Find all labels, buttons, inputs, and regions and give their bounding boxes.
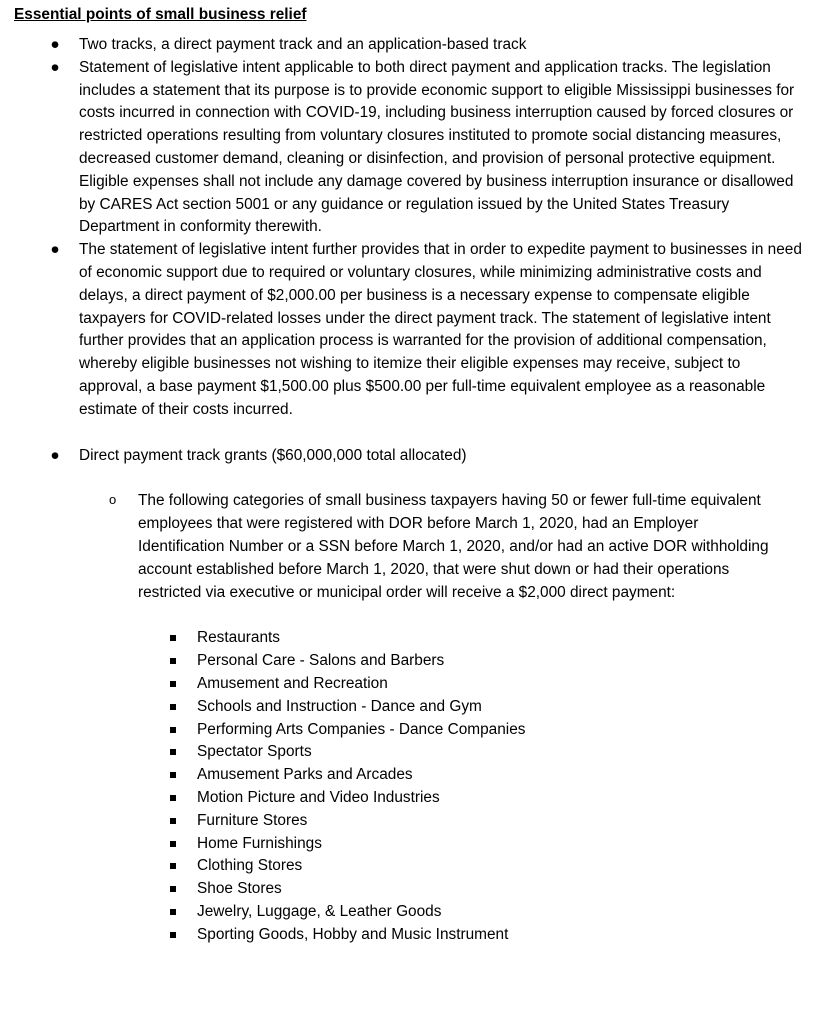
spacer [138,604,775,627]
square-bullet-icon [170,772,176,778]
bullet-dot-icon: ● [50,36,60,53]
square-bullet-icon [170,818,176,824]
category-label: Motion Picture and Video Industries [197,788,440,806]
category-label: Home Furnishings [197,834,322,852]
spacer [79,467,805,490]
bullet-dot-icon: ● [50,241,60,259]
category-item [138,855,775,878]
square-bullet-icon [170,704,176,710]
category-item [138,719,775,742]
category-label: Shoe Stores [197,880,282,898]
list-item [14,445,819,947]
square-bullet-icon [170,886,176,892]
category-label: Schools and Instruction - Dance and Gym [197,697,482,715]
sub-bullet-list [79,490,805,946]
list-item-text: Two tracks, a direct payment track and an application-based track [79,36,527,53]
square-bullet-icon [170,841,176,847]
bullet-dot-icon: ● [50,58,60,76]
page-title: Essential points of small business relief [14,6,307,23]
category-label: Restaurants [197,629,280,647]
square-bullet-icon [170,681,176,687]
category-item [138,764,775,787]
category-label: Amusement Parks and Arcades [197,766,413,784]
main-bullet-list [14,34,819,946]
category-item [138,650,775,673]
sub-list-item-text: The following categories of small business taxpayers having 50 or fewer full-time equivalent employees that were registered with DOR before March 1, 2020, had an Employer Identification Number or a SSN before March 1, 2020, and/or had an active DOR withholding account established before March 1, 2020, that were shut down or had their operations restricted via executive or municipal order will receive a $2,000 direct payment: [138,492,769,601]
category-item [138,787,775,810]
category-item [138,696,775,719]
hollow-circle-bullet-icon: o [109,492,117,508]
category-label: Spectator Sports [197,743,312,761]
category-label: Furniture Stores [197,811,308,829]
category-label: Performing Arts Companies - Dance Companies [197,720,526,738]
category-item [138,673,775,696]
square-bullet-icon [170,932,176,938]
square-bullet-icon [170,658,176,664]
category-item [138,833,775,856]
list-item [14,34,819,57]
sub-list-item [79,490,805,946]
category-label: Amusement and Recreation [197,674,388,692]
list-item [14,239,819,421]
spacer [14,422,819,445]
category-item [138,810,775,833]
category-label: Clothing Stores [197,857,303,875]
category-item [138,901,775,924]
category-label: Sporting Goods, Hobby and Music Instrument [197,925,509,943]
category-label: Personal Care - Salons and Barbers [197,652,445,670]
square-bullet-icon [170,749,176,755]
category-item [138,741,775,764]
category-item [138,924,775,947]
list-item [14,57,819,239]
square-bullet-icon [170,635,176,641]
bullet-dot-icon: ● [50,446,60,464]
category-label: Jewelry, Luggage, & Leather Goods [197,902,442,920]
list-item-text: Direct payment track grants ($60,000,000 total allocated) [79,446,467,464]
list-item-text: Statement of legislative intent applicable to both direct payment and application tracks. The legislation includes a statement that its purpose is to provide economic support to eligible Mississippi businesses for costs incurred in connection with COVID-19, including business interruption caused by forced closures or restricted operations resulting from voluntary closures instituted to promote social distancing measures, decreased customer demand, cleaning or disinfection, and provision of personal protective equipment. Eligible expenses shall not include any damage covered by business interruption insurance or disallowed by CARES Act section 5001 or any guidance or regulation issued by the United States Treasury Department in conformity therewith. [79,58,795,236]
category-item [138,878,775,901]
category-item [138,627,775,650]
square-bullet-icon [170,863,176,869]
square-bullet-icon [170,795,176,801]
category-list [138,627,775,946]
square-bullet-icon [170,727,176,733]
list-item-text: The statement of legislative intent further provides that in order to expedite payment to businesses in need of economic support due to required or voluntary closures, while minimizing administrative costs and delays, a direct payment of $2,000.00 per business is a necessary expense to compensate eligible taxpayers for COVID-related losses under the direct payment track. The statement of legislative intent further provides that an application process is warranted for the provision of additional compensation, whereby eligible businesses not wishing to itemize their eligible expenses may receive, subject to approval, a base payment $1,500.00 plus $500.00 per full-time equivalent employee as a reasonable estimate of their costs incurred. [79,241,802,418]
square-bullet-icon [170,909,176,915]
